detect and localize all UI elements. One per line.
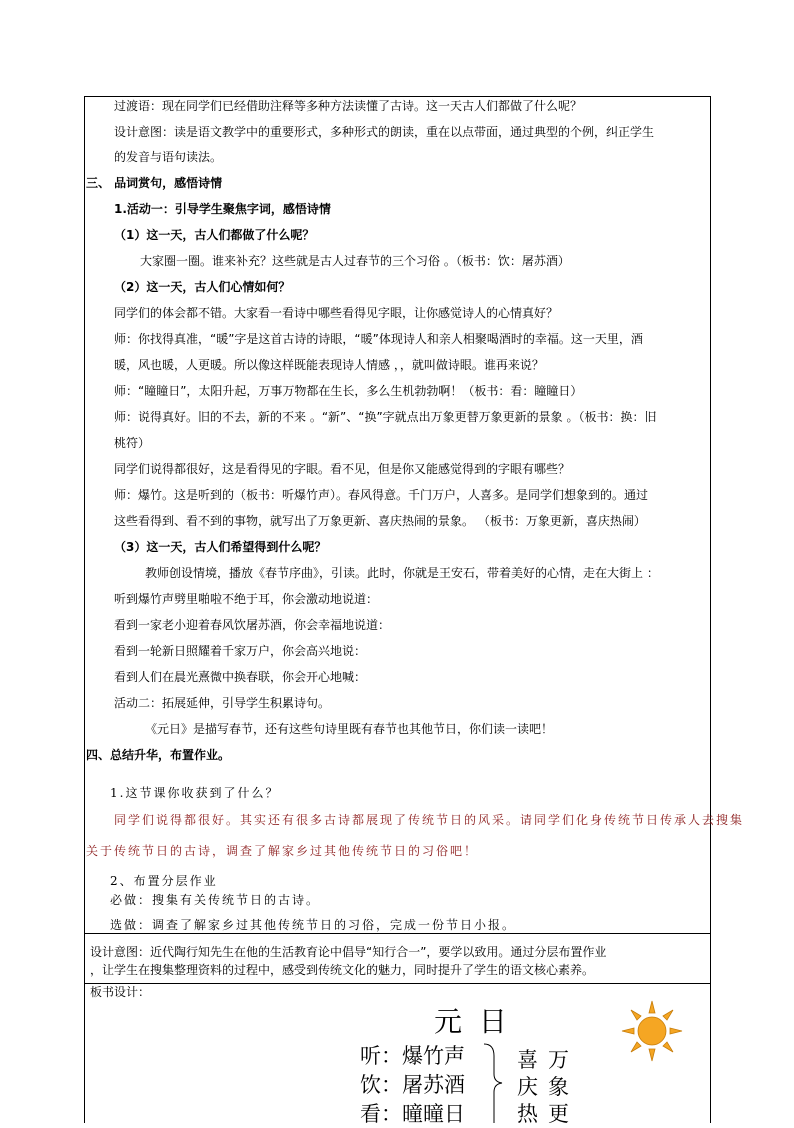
text-line: 师：爆竹。这是听到的（板书：听爆竹声）。春风得意。千门万户，人喜多。是同学们想象到的。通过	[114, 488, 649, 502]
board-char: 喜	[517, 1048, 538, 1072]
board-char: 万	[548, 1048, 569, 1072]
table-divider	[84, 933, 711, 934]
text-line: 这些看得到、看不到的事物，就写出了万象更新、喜庆热闹的景象。 （板书：万象更新，喜庆热闹）	[114, 514, 646, 528]
text-line: 看到人们在晨光熹微中换春联，你会开心地喊：	[114, 670, 367, 684]
board-brace	[480, 1042, 508, 1123]
section-heading: 三、 品词赏句，感悟诗情	[86, 176, 223, 190]
text-line: 师：你找得真准，“暖”字是这首古诗的诗眼，“暖”体现诗人和亲人相聚喝酒时的幸福。这一天里，酒	[114, 332, 643, 346]
text-line: 同学们的体会都不错。大家看一看诗中哪些看得见字眼，让你感觉诗人的心情真好？	[114, 306, 559, 320]
text-line: 听到爆竹声劈里啪啦不绝于耳，你会激动地说道：	[114, 592, 379, 606]
board-row: 饮：屠苏酒	[360, 1073, 465, 1097]
text-line: 师：说得真好。旧的不去，新的不来 。“新”、“换”字就点出万象更替万象更新的景象 。（板书：换：旧	[114, 410, 657, 424]
text-line: 必做：搜集有关传统节日的古诗。	[110, 893, 321, 907]
board-row: 看：曈曈日	[360, 1102, 465, 1126]
text-line: 板书设计：	[90, 985, 151, 999]
text-line: 2、布置分层作业	[110, 874, 218, 888]
text-line: 《元日》是描写春节，还有这些句诗里既有春节也其他节日，你们读一读吧！	[145, 722, 554, 736]
text-line: 教师创设情境，播放《春节序曲》，引读。此时，你就是王安石，带着美好的心情，走在大街上 ：	[145, 566, 659, 580]
text-line: 师：“瞳瞳日”，太阳升起，万事万物都在生长，多么生机勃勃啊！（板书：看：瞳瞳日）	[114, 384, 583, 398]
text-line: （3）这一天，古人们希望得到什么呢？	[114, 540, 327, 554]
text-line: 暖，风也暖，人更暖。所以像这样既能表现诗人情感 ，，就叫做诗眼。谁再来说？	[114, 358, 544, 372]
text-line: 的发音与语句读法。	[114, 150, 223, 164]
text-line: （1）这一天，古人们都做了什么呢？	[114, 228, 315, 242]
text-line: 活动二：拓展延伸，引导学生积累诗句。	[114, 696, 331, 710]
section-heading: 四、总结升华，布置作业。	[86, 748, 231, 762]
text-line: 桃符）	[114, 436, 151, 450]
text-line: 同学们说得都很好，这是看得见的字眼。看不见，但是你又能感觉得到的字眼有哪些？	[114, 462, 571, 476]
text-line: 1.活动一：引导学生聚焦字词，感悟诗情	[114, 202, 331, 216]
board-char: 象	[548, 1075, 569, 1099]
text-line: 1.这节课你收获到了什么？	[110, 786, 280, 800]
text-line: 过渡语：现在同学们已经借助注释等多种方法读懂了古诗。这一天古人们都做了什么呢？	[114, 99, 583, 113]
text-line: ，让学生在搜集整理资料的过程中，感受到传统文化的魅力，同时提升了学生的语文核心素养。	[90, 963, 595, 977]
text-line: 看到一轮新日照耀着千家万户，你会高兴地说：	[114, 644, 367, 658]
text-line: 设计意图：读是语文教学中的重要形式，多种形式的朗读，重在以点带面，通过典型的个例，纠正学生	[114, 125, 655, 139]
board-char: 热	[517, 1102, 538, 1126]
text-line: 看到一家老小迎着春风饮屠苏酒，你会幸福地说道：	[114, 618, 391, 632]
text-line: 设计意图：近代陶行知先生在他的生活教育论中倡导“知行合一”，要学以致用。通过分层布置作业	[90, 945, 607, 959]
text-line: 大家圈一圈。谁来补充？这些就是古人过春节的三个习俗 。（板书：饮：屠苏酒）	[140, 254, 570, 268]
text-line: 关于传统节日的古诗，调查了解家乡过其他传统节日的习俗吧！	[86, 844, 479, 858]
board-char: 庆	[517, 1075, 538, 1099]
text-line: 同学们说得都很好。其实还有很多古诗都展现了传统节日的风采。请同学们化身传统节日传承人去搜集	[114, 813, 745, 827]
table-divider	[84, 983, 711, 984]
text-line: （2）这一天，古人们心情如何？	[114, 280, 291, 294]
text-line: 选做：调查了解家乡过其他传统节日的习俗，完成一份节日小报。	[110, 918, 517, 932]
sun-icon	[621, 1000, 683, 1062]
board-title: 元 日	[434, 1005, 511, 1038]
board-char: 更	[548, 1102, 569, 1126]
board-row: 听：爆竹声	[360, 1044, 465, 1068]
